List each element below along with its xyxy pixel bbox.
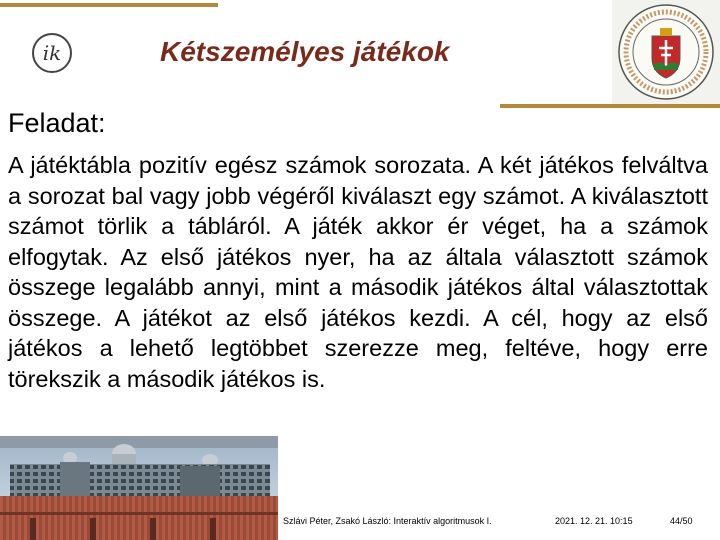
footer-page-number: 44/50 [670, 516, 693, 526]
task-description: A játéktábla pozitív egész számok sorozata. A két játékos felváltva a sorozat bal vagy jobb végéről kiválaszt egy számot. A kiválasztott számot törlik a tábláról. A játék akkor ér véget, ha a számok elfogytak. Az első játékos nyer, ha az általa választott számok összege legalább annyi, mint a második játékos által választottak összege. A játékot az első játékos kezdi. A cél, hogy az első játékos a lehető legtöbbet szerezze meg, feltéve, hogy erre törekszik a második játékos is. [8, 152, 708, 392]
footer-date: 2021. 12. 21. 10:15 [555, 516, 633, 526]
ik-logo-icon [30, 31, 74, 75]
right-accent-bar [500, 104, 720, 108]
footer-authors: Szlávi Péter, Zsakó László: Interaktív algoritmusok I. [283, 516, 492, 526]
slide-title: Kétszemélyes játékok [160, 36, 450, 67]
building-photo [0, 436, 278, 540]
top-accent-bar [0, 3, 218, 7]
svg-text:ik: ik [42, 41, 62, 65]
section-heading: Feladat: [8, 108, 106, 138]
university-seal-icon [612, 0, 720, 104]
